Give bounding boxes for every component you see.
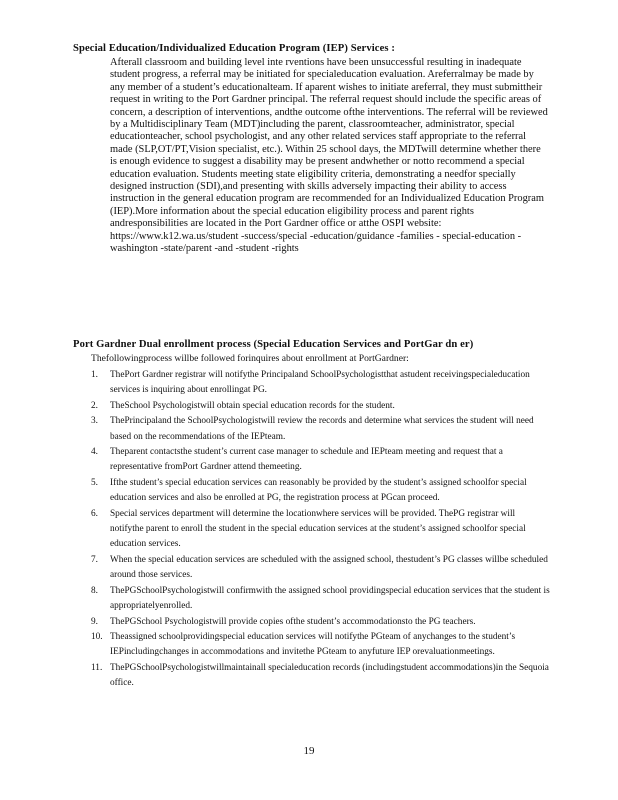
page-number: 19 bbox=[303, 745, 315, 757]
list-item bbox=[91, 553, 551, 584]
list-item-number: 7. bbox=[91, 554, 98, 565]
list-item bbox=[91, 507, 551, 553]
list-item-number: 8. bbox=[91, 585, 98, 596]
list-item-text: Ifthe student’s special education services can reasonably be provided by the student’s assigned schoolfor special education services and also be enrolled at PG, the registration process at PGcan proceed. bbox=[110, 477, 527, 504]
list-item bbox=[91, 368, 551, 399]
list-item-text: When the special education services are scheduled with the assigned school, thestudent’s PG classes willbe scheduled around those services. bbox=[110, 554, 548, 581]
list-item bbox=[91, 399, 551, 414]
list-item-number: 5. bbox=[91, 477, 98, 488]
list-item-number: 2. bbox=[91, 400, 98, 411]
list-item-text: Special services department will determine the locationwhere services will be provided. ThePG registrar will notifythe parent to enroll the student in the special education services at the student’s assigned schoolfor special education services. bbox=[110, 508, 526, 550]
iep-referral-paragraph: Afterall classroom and building level inte rventions have been unsuccessful resulting in inadequate student progress, a referral may be initiated for specialeducation evaluation. Areferralmay be made by any member of a student’s educationalteam. If aparent wishes to initiate areferral, they must submittheir request in writing to the Port Gardner principal. The referral request should include the specific areas of concern, a description of interventions, andthe outcome ofthe interventions. The referral will be reviewed by a Multidisciplinary Team (MDT)including the parent, classroomteacher, administrator, special educationteacher, school psychologist, and any other related services staff appropriate to the referral made (SLP,OT/PT,Vision specialist, etc.). Within 25 school days, the MDTwill determine whether there is enough evidence to suggest a disability may be present andwhether or notto recommend a special education evaluation. Students meeting state eligibility criteria, demonstrating a needfor specially designed instruction (SDI),and presenting with skills adversely impacting their ability to access instruction in the general education program are recommended for an Individualized Education Program (IEP).More information about the special education eligibility process and parent rights andresponsibilities are located in the Port Gardner office or atthe OSPI website: https://www.k12.wa.us/student -success/special -education/guidance -families - special-education -washington -state/parent -and -student -rights bbox=[110, 57, 548, 255]
list-item-number: 3. bbox=[91, 416, 98, 427]
list-item-number: 1. bbox=[91, 370, 98, 380]
list-item-text: ThePGSchoolPsychologistwill confirmwith the assigned school providingspecial education services that the student is appropriatelyenrolled. bbox=[110, 585, 550, 612]
section-heading-iep-services: Special Education/Individualized Education Program (IEP) Services : bbox=[73, 43, 395, 54]
list-item-text: ThePGSchoolPsychologistwillmaintainall specialeducation records (includingstudent accommodations)in the Sequoia office. bbox=[110, 662, 549, 689]
enrollment-steps-list bbox=[91, 368, 551, 692]
list-item-number: 6. bbox=[91, 508, 98, 519]
list-item bbox=[91, 661, 551, 692]
list-item-text: Theparent contactsthe student’s current case manager to schedule and IEPteam meeting and request that a representative fromPort Gardner attend themeeting. bbox=[110, 447, 503, 473]
list-item-text: Theassigned schoolprovidingspecial education services will notifythe PGteam of anychanges to the student’s IEPincludingchanges in accommodations and invitethe PGteam to anyfuture IEP orevaluationmeetings. bbox=[110, 631, 516, 658]
list-item-number: 9. bbox=[91, 616, 98, 627]
list-item bbox=[91, 476, 551, 507]
list-item bbox=[91, 445, 551, 476]
list-item bbox=[91, 630, 551, 661]
list-item bbox=[91, 414, 551, 445]
list-item-text: TheSchool Psychologistwill obtain special education records for the student. bbox=[110, 400, 395, 411]
list-item-text: ThePrincipaland the SchoolPsychologistwill review the records and determine what services the student will need based on the recommendations of the IEPteam. bbox=[110, 416, 534, 442]
section-heading-dual-enrollment: Port Gardner Dual enrollment process (Special Education Services and PortGar dn er) bbox=[73, 339, 474, 350]
list-item-text: ThePGSchool Psychologistwill provide copies ofthe student’s accommodationsto the PG teachers. bbox=[110, 616, 476, 627]
dual-enrollment-intro: Thefollowingprocess willbe followed forinquires about enrollment at PortGardner: bbox=[91, 353, 409, 364]
list-item-number: 4. bbox=[91, 447, 98, 458]
list-item bbox=[91, 584, 551, 615]
list-item-text: ThePort Gardner registrar will notifythe Principaland SchoolPsychologistthat astudent receivingspecialeducation services is inquiring about enrollingat PG. bbox=[110, 370, 530, 396]
list-item-number: 11. bbox=[91, 662, 103, 673]
list-item-number: 10. bbox=[91, 631, 103, 642]
list-item bbox=[91, 615, 551, 630]
